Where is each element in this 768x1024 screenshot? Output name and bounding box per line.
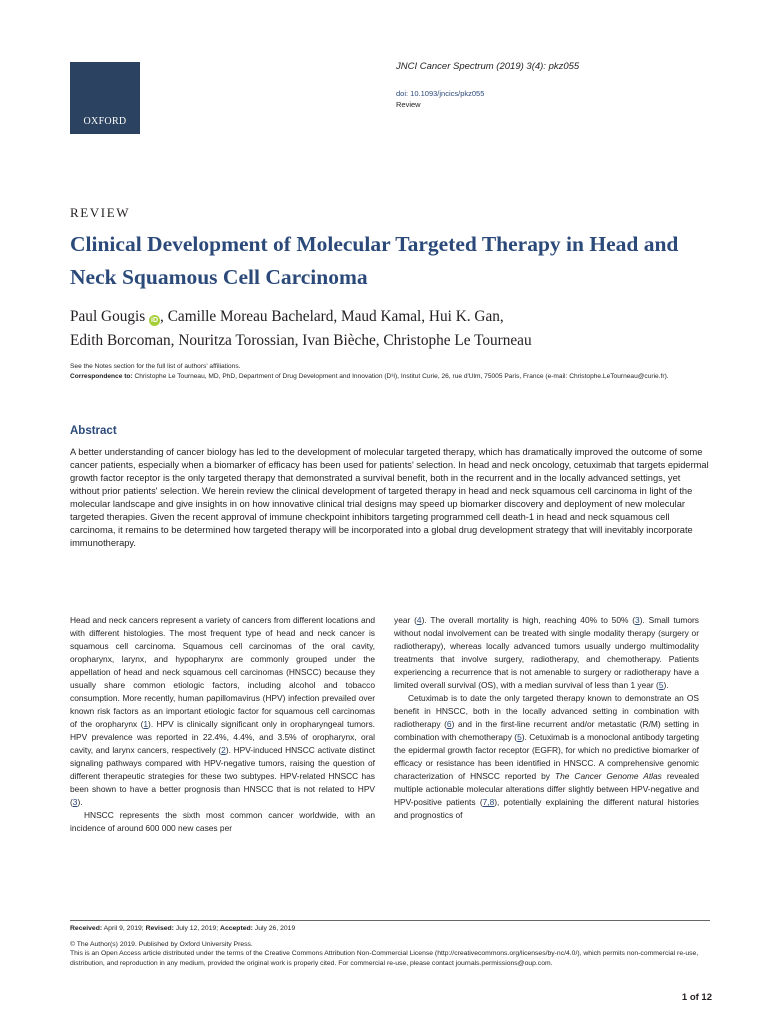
abstract-text: A better understanding of cancer biology has led to the development of molecular targeted therapy, which has dramatically improved the outcome of some cancer patients, especially when a biomarker of efficacy has been used for patients' selection. In head and neck oncology, cetuximab that targets epidermal growth factor receptor is the only targeted therapy that demonstrated a survival benefit, both in the recurrent and in the locally advanced settings, yet without prior patients' selection. We herein review the clinical development of targeted therapy in head and neck squamous cell carcinoma in light of the molecular landscape and give insights in on how innovative clinical trial designs may speed up biomarker discovery and deployment of new molecular targeted therapies. Given the recent approval of immune checkpoint inhibitors targeting programmed cell death-1 in head and neck squamous cell carcinoma, it remains to be determined how targeted therapy will be incorporated into a global drug development strategy that will inevitably incorporate immunotherapy. <box>70 447 709 548</box>
body-column-right <box>394 614 699 822</box>
text-run: Head and neck cancers represent a variety of cancers from different locations and with different histologies. The most frequent type of head and neck cancer is squamous cell carcinoma. Squamous cell carcinomas of the oral cavity, oropharynx, larynx, and hypopharynx are commonly grouped under the appellation of head and neck squamous cell carcinomas (HNSCC) because they usually share common etiologic factors, including alcohol and tobacco consumption. More recently, human papillomavirus (HPV) infection prevailed over known risk factors as an important etiologic factor for squamous cell carcinomas of the oropharynx ( <box>70 615 375 729</box>
doi-link[interactable]: doi: 10.1093/jncics/pkz055 <box>396 89 485 98</box>
first-author[interactable]: Paul Gougis <box>70 308 146 325</box>
license-text: This is an Open Access article distributed under the terms of the Creative Commons Attribution Non-Commercial License (http://creativecommons.org/licenses/by-nc/4.0/), which permits non-commercial re-use, distribution, and reproduction in any medium, provided the original work is properly cited. For commercial re-use, please contact journals.permissions@oup.com. <box>70 950 699 967</box>
text-run: Cetuximab is to date the only targeted therapy known to demonstrate an OS benefit in HNSCC, both in the locally advanced setting in combination with radiotherapy ( <box>394 693 699 729</box>
copyright: © The Author(s) 2019. Published by Oxford University Press. <box>70 940 253 948</box>
accepted-label: Accepted: <box>220 925 253 932</box>
journal-info <box>396 60 716 110</box>
article-title: Clinical Development of Molecular Targeted Therapy in Head and Neck Squamous Cell Carcinoma <box>70 232 679 289</box>
text-run: ). <box>77 797 83 807</box>
citation-link[interactable]: 6 <box>446 719 452 729</box>
text-run: ). <box>663 680 669 690</box>
page-footer <box>70 920 710 968</box>
citation-link[interactable]: 3 <box>72 797 78 807</box>
abstract-heading: Abstract <box>70 425 117 437</box>
text-run: ). The overall mortality is high, reaching 40% to 50% ( <box>421 615 636 625</box>
text-run: ) and in the first-line recurrent and/or metastatic (R/M) setting in combination with chemotherapy ( <box>394 719 699 742</box>
citation-link[interactable]: 5 <box>517 732 522 742</box>
revised-date: July 12, 2019; <box>175 925 219 932</box>
text-run: revealed multiple actionable molecular alterations differ slightly between HPV-negative and HPV-positive patients ( <box>394 771 699 807</box>
oxford-logo <box>70 62 140 134</box>
received-label: Received: <box>70 925 103 932</box>
article-type: Review <box>396 100 421 109</box>
paragraph <box>394 692 699 822</box>
citation-link[interactable]: 4 <box>416 615 422 625</box>
paragraph: HNSCC represents the sixth most common cancer worldwide, with an incidence of around 600 000 new cases per <box>70 810 375 833</box>
history-dates <box>70 924 710 934</box>
affiliations-note: See the Notes section for the full list of authors' affiliations. <box>70 363 241 370</box>
logo-text: OXFORD <box>83 116 127 127</box>
citation-link[interactable]: 5 <box>658 680 664 690</box>
text-run: year ( <box>394 615 417 625</box>
page-number: 1 of 12 <box>681 992 712 1003</box>
citation-link[interactable]: 7,8 <box>482 797 495 807</box>
correspondence-label: Correspondence to: <box>70 372 133 380</box>
paragraph <box>394 614 699 692</box>
correspondence <box>70 372 710 382</box>
text-run: ). HPV-induced HNSCC activate distinct signaling pathways compared with HPV-negative tumors, raising the question of different therapeutic strategies for these two subtypes. HPV-related HNSCC has been shown to have a better prognosis than HNSCC that is not related to HPV ( <box>70 745 376 807</box>
accepted-date: July 26, 2019 <box>254 925 296 932</box>
body-column-left <box>70 614 375 835</box>
authors-line2: Edith Borcoman, Nouritza Torossian, Ivan Bièche, Christophe Le Tourneau <box>70 332 532 349</box>
text-run: ). Small tumors without nodal involvement can be treated with single modality therapy (surgery or radiotherapy), whereas locally advanced tumors usually undergo multimodality treatments that involve surgery, radiotherapy, and chemotherapy. Patients experiencing a recurrence that is not amenable to surgery or radiotherapy have a limited overall survival (OS), with a median survival of less than 1 year ( <box>394 615 699 690</box>
paragraph <box>70 614 375 809</box>
authors-line1: , Camille Moreau Bachelard, Maud Kamal, Hui K. Gan, <box>160 308 504 325</box>
italic-run: The Cancer Genome Atlas <box>554 771 662 781</box>
journal-citation: JNCI Cancer Spectrum (2019) 3(4): pkz055 <box>396 61 580 72</box>
citation-link[interactable]: 1 <box>143 719 149 729</box>
correspondence-text: Christophe Le Tourneau, MD, PhD, Department of Drug Development and Innovation (D³i), Institut Curie, 26, rue d'Ulm, 75005 Paris, France (e-mail: Christophe.LeTourneau@curie.fr). <box>134 372 669 380</box>
received-date: April 9, 2019; <box>103 925 144 932</box>
citation-link[interactable]: 2 <box>221 745 226 755</box>
text-run: ). Cetuximab is a monoclonal antibody targeting the epidermal growth factor receptor (EGFR), for which no predictive biomarker of efficacy or resistance has been identified in HNSCC. A comprehensive genomic characterization of HNSCC reported by <box>394 732 699 781</box>
citation-link[interactable]: 3 <box>635 615 640 625</box>
revised-label: Revised: <box>145 925 174 932</box>
author-notes <box>70 362 710 381</box>
text-run: ). HPV is clinically significant only in oropharyngeal tumors. HPV prevalence was reported in 22.4%, 4.4%, and 3.5% of oropharynx, oral cavity, and larynx cancers, respectively ( <box>70 719 376 755</box>
footer-divider <box>70 920 710 921</box>
orcid-icon[interactable]: iD <box>151 317 159 324</box>
section-label: REVIEW <box>70 205 131 220</box>
text-run: ), potentially explaining the different natural histories and prognostics of <box>394 797 699 820</box>
author-list <box>70 305 720 353</box>
